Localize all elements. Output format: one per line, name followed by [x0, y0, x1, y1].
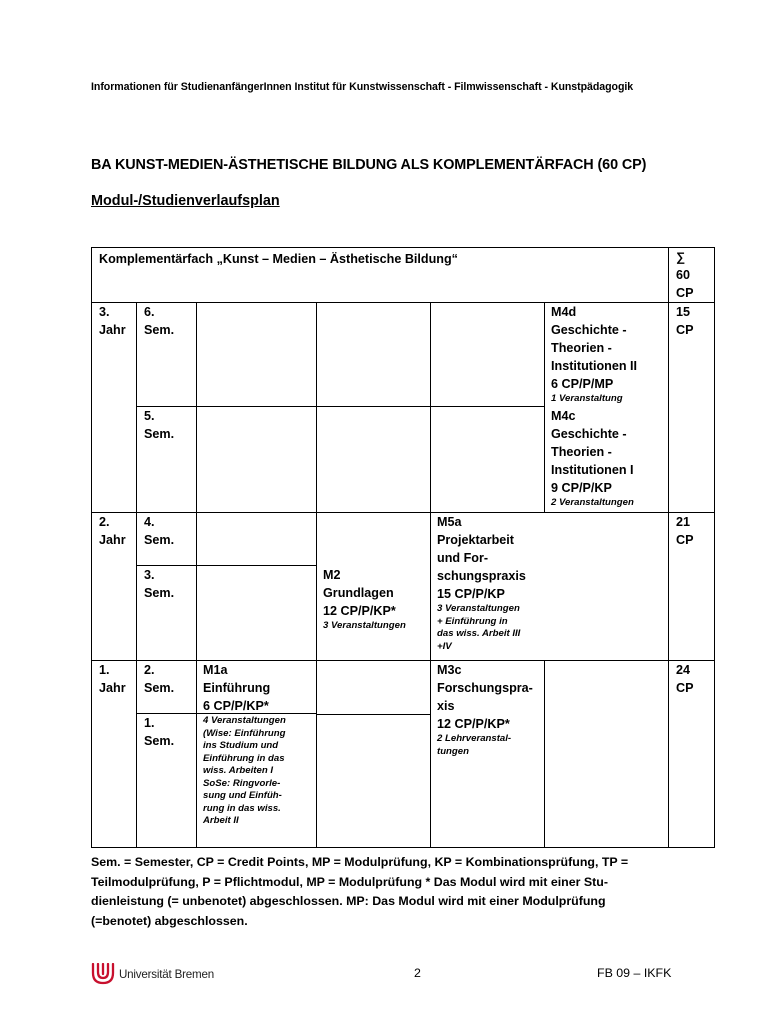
study-plan-table [91, 247, 715, 848]
university-name: Universität Bremen [119, 967, 214, 981]
year-3-label: 3. Jahr [99, 305, 126, 337]
abbreviations-legend: Sem. = Semester, CP = Credit Points, MP = Modulprüfung, KP = Kombinationsprüfung, TP = Teilmodulprüfung, P = Pflichtmodul, MP = Modulprüfung * Das Modul wird mit einer Stu- dienleistung (= unbenotet) abgeschlossen. MP: Das Modul wird mit einer Modulprüfung (=benotet) abgeschlossen. [91, 855, 629, 928]
semester-2-label: 2. Sem. [144, 663, 175, 695]
module-m2: M2 Grundlagen 12 CP/P/KP* 3 Veranstaltungen [323, 568, 406, 631]
year-2-label: 2. Jahr [99, 515, 126, 547]
year-3-cp: 15 CP [676, 305, 694, 337]
university-logo-icon [91, 963, 115, 985]
plan-header-label: Komplementärfach „Kunst – Medien – Ästhetische Bildung“ [99, 252, 458, 266]
year-1-cp: 24 CP [676, 663, 694, 695]
module-m5a: M5a Projektarbeit und For- schungspraxis 15 CP/P/KP 3 Veranstaltungen + Einführung in das wiss. Arbeit III +IV [437, 515, 526, 652]
semester-6-label: 6. Sem. [144, 305, 175, 337]
sum-unit: CP [676, 286, 694, 300]
department-label: FB 09 – IKFK [597, 966, 672, 980]
page-number: 2 [414, 966, 421, 980]
sum-symbol: ∑ [676, 250, 685, 264]
module-m4d: M4d Geschichte - Theorien - Institutionen II 6 CP/P/MP 1 Veranstaltung [551, 305, 638, 404]
semester-3-label: 3. Sem. [144, 568, 175, 600]
year-2-cp: 21 CP [676, 515, 694, 547]
university-logo [91, 963, 214, 985]
sum-total-cell [676, 248, 712, 302]
semester-1-label: 1. Sem. [144, 716, 175, 748]
module-m3c: M3c Forschungspra- xis 12 CP/P/KP* 2 Lehrveranstal- tungen [437, 663, 533, 757]
sum-total: 60 [676, 268, 691, 282]
module-m1a: M1a Einführung 6 CP/P/KP* 4 Veranstaltungen (Wise: Einführung ins Studium und Einführung in das wiss. Arbeiten I SoSe: Ringvorle- sung und Einfüh- rung in das wiss. Arbeit II [203, 663, 286, 826]
semester-4-label: 4. Sem. [144, 515, 175, 547]
document-title: BA KUNST-MEDIEN-ÄSTHETISCHE BILDUNG ALS KOMPLEMENTÄRFACH (60 CP) [91, 157, 647, 173]
module-m4c: M4c Geschichte - Theorien - Institutionen I 9 CP/P/KP 2 Veranstaltungen [551, 409, 634, 508]
semester-5-label: 5. Sem. [144, 409, 175, 441]
year-1-label: 1. Jahr [99, 663, 126, 695]
document-subtitle: Modul-/Studienverlaufsplan [91, 193, 280, 209]
institution-header: Informationen für StudienanfängerInnen Institut für Kunstwissenschaft - Filmwissenschaft - Kunstpädagogik [91, 81, 634, 93]
